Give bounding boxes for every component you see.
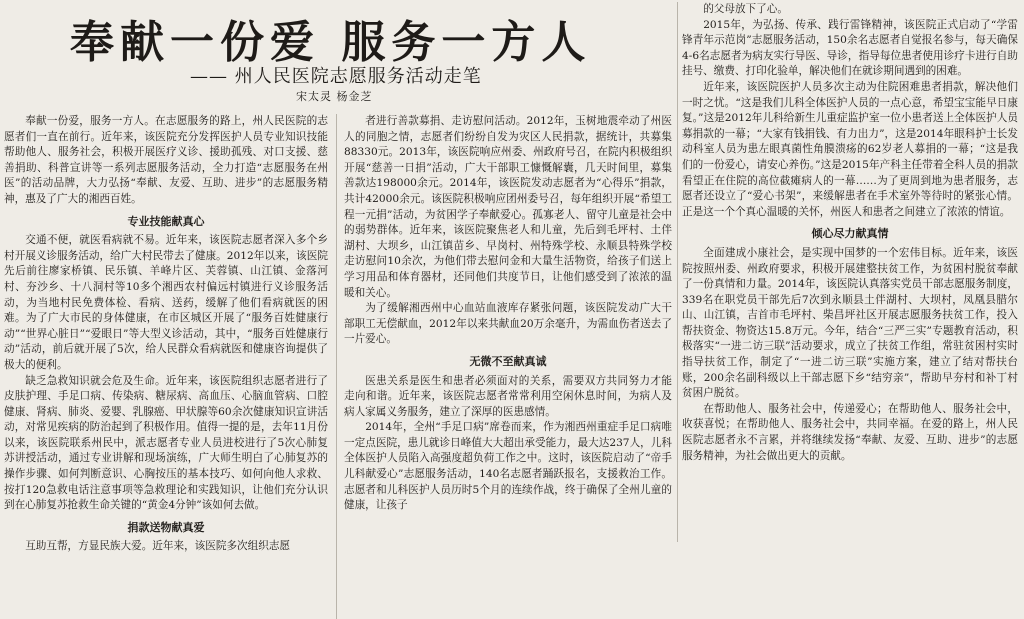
paragraph: 医患关系是医生和患者必须面对的关系，需要双方共同努力才能走向和谐。近年来，该医院志愿者常常利用空闲休息时间，为病人及病人家属义务服务，建立了深厚的医患感情。	[344, 374, 672, 418]
paragraph: 2014年，全州“手足口病”席卷而来，作为湘西州重症手足口病唯一定点医院，患儿就诊日峰值大大超出承受能力，最大达237人，儿科全体医护人员陷入高强度超负荷工作之中。这时，该医院启动了“帝手儿科献爱心”志愿服务活动，140名志愿者踊跃报名，支援救治工作。志愿者和儿科医护人员历时5个月的连续作战，终于确保了全州儿童的健康，让孩子	[344, 421, 672, 512]
article-column-2	[344, 114, 672, 619]
paragraph: 2015年，为弘扬、传承、践行雷锋精神，该医院正式启动了“学雷锋青年示范岗”志愿服务活动，150余名志愿者自觉报名参与，每天确保4-6名志愿者为病友实行导医、导诊，指导每位患者使用诊疗卡进行自助挂号、缴费、打印化验单，解决他们在就诊期间遇到的困难。	[682, 18, 1018, 78]
paragraph: 近年来，该医院医护人员多次主动为住院困难患者捐款，解决他们一时之忧。“这是我们儿科全体医护人员的一点心意，希望宝宝能早日康复。”这是2012年儿科给新生儿重症监护室一位小患者送上全体医护人员募捐款的一幕；“大家有钱捐钱、有力出力”，这是2014年眼科护士长发动科室人员为患左眼真菌性角膜溃疡的62岁老人募捐的一幕；“这是我们的一份爱心，请安心养伤。”这是2015年产科主任带着全科人员的捐款看望正在住院的高位截瘫病人的一幕……为了更周到地为患者服务，志愿者还设立了“爱心书架”，来缓解患者在手术室外等待时的紧张心情。正是这一个个真心温暖的关怀，州医人和患者之间建立了浓浓的情谊。	[682, 80, 1018, 218]
paragraph: 全面建成小康社会，是实现中国梦的一个宏伟目标。近年来，该医院按照州委、州政府要求，积极开展建整扶贫工作，为贫困村脱贫奉献了一份真情和力量。2014年，该医院认真落实党员干部志愿服务制度，339名在职党员干部先后7次到永顺县土伴湖村、大坝村，凤凰县腊尔山、山江镇，吉首市毛坪村、柴昌坪社区开展志愿服务扶贫工作，投入帮扶资金、物资达15.8万元。今年，结合“三严三实”专题教育活动，积极落实“一进二访三联”活动要求，成立了扶贫工作组，常驻贫困村实时指导扶贫工作，制定了“一进二访三联”实施方案，建立了结对帮扶台账，200余名副科级以上干部志愿下乡“结穷亲”，帮助早夯村和补丁村贫困户脱贫。	[682, 246, 1018, 400]
headline: 奉献一份爱 服务一方人	[70, 17, 592, 68]
article-column-3	[682, 2, 1018, 542]
column-divider	[336, 114, 337, 619]
section-heading: 专业技能献真心	[127, 214, 205, 228]
paragraph: 的父母放下了心。	[703, 3, 788, 15]
paragraph: 者进行善款募捐、走访慰问活动。2012年，玉树地震牵动了州医人的同胞之情，志愿者们纷纷自发为灾区人民捐款，据统计，共募集88330元。2013年，该医院响应州委、州政府号召，在院内积极组织开展“慈善一日捐”活动，广大干部职工慷慨解囊，几天时间里，募集善款达198000余元。2014年，该医院发动志愿者为“心得乐”捐款，共计42000余元。该医院积极响应团州委号召，每年组织开展“希望工程一元捐”活动，为贫困学子奉献爱心。孤寡老人、留守儿童是社会中的弱势群体。近年来，该医院聚焦老人和儿童，先后到毛坪村、土伴湖村、大坝乡，山江镇苗乡、早岗村、州特殊学校、永顺县特殊学校走访慰问10余次，为他们带去慰问金和大量生活物资，给孩子们送上学习用品和体育器材，还同他们共度节日，让他们感受到了浓浓的温暖和关心。	[344, 115, 672, 299]
subheadline: —— 州人民医院志愿服务活动走笔	[190, 66, 482, 87]
section-heading: 无微不至献真诚	[469, 354, 547, 368]
paragraph: 为了缓解湘西州中心血站血液库存紧张问题，该医院发动广大干部职工无偿献血，2012年以来共献血20万余毫升，为需血伤者送去了一片爱心。	[344, 302, 672, 346]
paragraph: 互助互帮，方显民族大爱。近年来，该医院多次组织志愿	[25, 540, 291, 553]
article-column-1	[4, 114, 328, 619]
section-heading: 捐款送物献真爱	[127, 520, 205, 534]
paragraph: 在帮助他人、服务社会中，传递爱心；在帮助他人、服务社会中，收获喜悦；在帮助他人、服务社会中，共同幸福。在爱的路上，州人民医院志愿者永不言累，并将继续发扬“奉献、友爱、互助、进步”的志愿服务精神，为社会做出更大的贡献。	[682, 402, 1018, 462]
paragraph: 缺乏急救知识就会危及生命。近年来，该医院组织志愿者进行了皮肤护理、手足口病、传染病、糖尿病、高血压、心脑血管病、口腔健康、肾病、肺炎、爱婴、乳腺癌、甲状腺等60余次健康知识宣讲活动，对常见疾病的防治起到了积极作用。值得一提的是，去年11月份以来，该医院联系州民中，派志愿者专业人员进校进行了5次心肺复苏讲授活动，通过专业讲解和现场演练，广大师生明白了心肺复苏的操作步骤、如何判断意识、心胸按压的基本技巧、如何向他人求救、按打120急救电话注意事项等急救理论和实践知识，让他们充分认识到在心肺复苏抢救生命关键的“黄金4分钟”该如何去做。	[4, 374, 328, 512]
section-heading: 倾心尽力献真情	[811, 227, 889, 241]
paragraph: 交通不便，就医看病就不易。近年来，该医院志愿者深入多个乡村开展义诊服务活动，给广大村民带去了健康。2012年以来，该医院先后前往廖家桥镇、民乐镇、羊峰片区、芙蓉镇、山江镇、金落河村、夯沙乡、十八洞村等10多个湘西农村偏远村镇进行义诊服务活动，为当地村民免费体检、看病、送药，缓解了他们看病就医的困难。为了广大市民的身体健康，在市区城区开展了“服务百姓健康行动”“世界心脏日”“爱眼日”等大型义诊活动，其中，“服务百姓健康行动”活动，前后就开展了5次，给人民群众看病就医和健康咨询提供了极大的便利。	[4, 234, 328, 371]
column-divider	[677, 2, 678, 542]
byline: 宋太灵 杨金芝	[296, 90, 373, 103]
paragraph: 奉献一份爱，服务一方人。在志愿服务的路上，州人民医院的志愿者们一直在前行。近年来，该医院充分发挥医护人员专业知识技能帮助他人、服务社会，积极开展医疗义诊、援助孤残、对口支援、慈善捐助、科普宣讲等一系列志愿服务活动，全力打造“志愿服务在州医”的活动品牌，大力弘扬“奉献、友爱、互助、进步”的志愿服务精神，惠及了广大的湘西百姓。	[4, 115, 328, 205]
